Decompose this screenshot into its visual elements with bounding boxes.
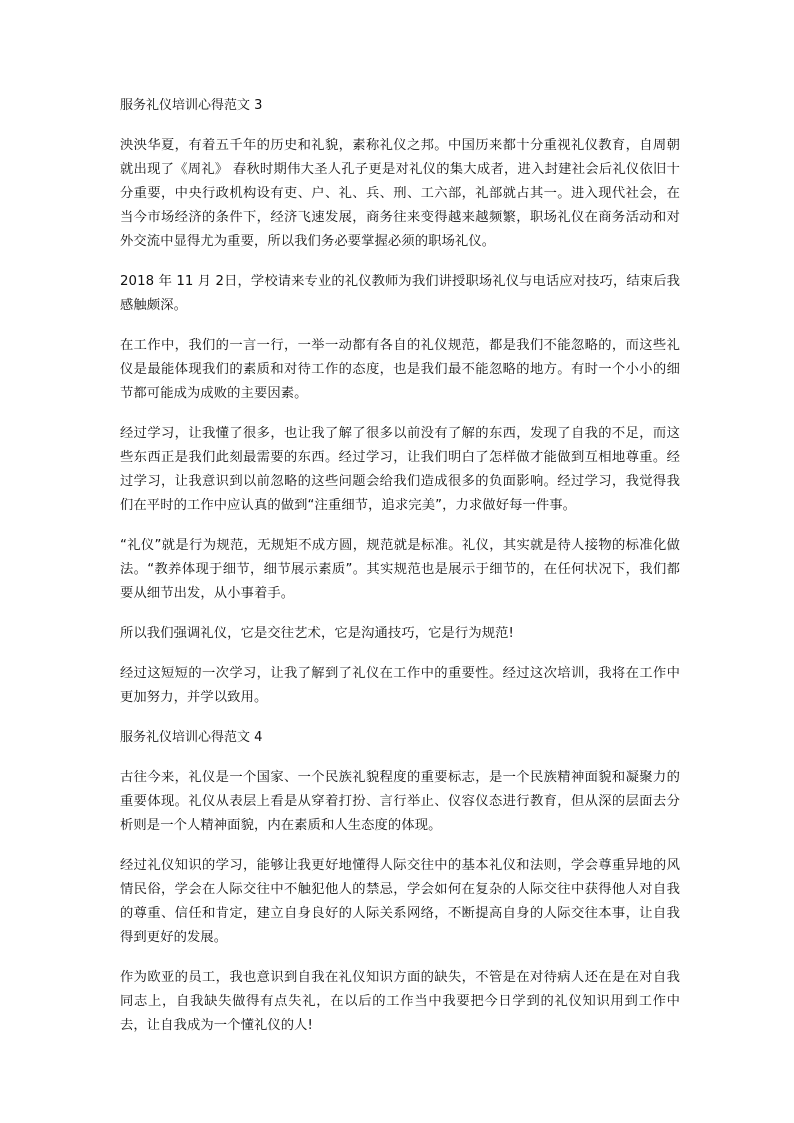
document-page bbox=[120, 94, 680, 1054]
section-3-paragraph-3: 在工作中，我们的一言一行，一举一动都有各自的礼仪规范，都是我们不能忽略的，而这些礼仪是最能体现我们的素质和对待工作的态度，也是我们最不能忽略的地方。有时一个小小的细节都可能成为成败的主要因素。 bbox=[120, 338, 680, 401]
section-4-paragraph-1: 古往今来，礼仪是一个国家、一个民族礼貌程度的重要标志，是一个民族精神面貌和凝聚力的重要体现。礼仪从表层上看是从穿着打扮、言行举止、仪容仪态进行教育，但从深的层面去分析则是一个人精神面貌，内在素质和人生态度的体现。 bbox=[120, 770, 680, 833]
section-3-paragraph-5: “礼仪”就是行为规范，无规矩不成方圆，规范就是标准。礼仪，其实就是待人接物的标准化做法。“教养体现于细节，细节展示素质”。其实规范也是展示于细节的，在任何状况下，我们都要从细节出发，从小事着手。 bbox=[120, 538, 680, 601]
section-3-paragraph-2: 2018 年 11 月 2日，学校请来专业的礼仪教师为我们讲授职场礼仪与电话应对技巧，结束后我感触颇深。 bbox=[120, 274, 680, 313]
section-4-paragraph-3: 作为欧亚的员工，我也意识到自我在礼仪知识方面的缺失，不管是在对待病人还在是在对自我同志上，自我缺失做得有点失礼，在以后的工作当中我要把今日学到的礼仪知识用到工作中去，让自我成为一个懂礼仪的人! bbox=[120, 970, 680, 1033]
section-3-paragraph-6: 所以我们强调礼仪，它是交往艺术，它是沟通技巧，它是行为规范! bbox=[120, 626, 514, 641]
section-3-paragraph-7: 经过这短短的一次学习，让我了解到了礼仪在工作中的重要性。经过这次培训，我将在工作中更加努力，并学以致用。 bbox=[120, 666, 680, 705]
section-3-title: 服务礼仪培训心得范文 3 bbox=[120, 98, 263, 113]
section-4-title: 服务礼仪培训心得范文 4 bbox=[120, 730, 263, 745]
section-3-paragraph-4: 经过学习，让我懂了很多，也让我了解了很多以前没有了解的东西，发现了自我的不足，而这些东西正是我们此刻最需要的东西。经过学习，让我们明白了怎样做才能做到互相地尊重。经过学习，让我意识到以前忽略的这些问题会给我们造成很多的负面影响。经过学习，我觉得我们在平时的工作中应认真的做到“注重细节，追求完美”，力求做好每一件事。 bbox=[120, 426, 680, 513]
section-4-paragraph-2: 经过礼仪知识的学习，能够让我更好地懂得人际交往中的基本礼仪和法则，学会尊重异地的风情民俗，学会在人际交往中不触犯他人的禁忌，学会如何在复杂的人际交往中获得他人对自我的尊重、信任和肯定，建立自身良好的人际关系网络，不断提高自身的人际交往本事，让自我得到更好的发展。 bbox=[120, 858, 680, 945]
section-3-paragraph-1: 泱泱华夏，有着五千年的历史和礼貌，素称礼仪之邦。中国历来都十分重视礼仪教育，自周朝就出现了《周礼》 春秋时期伟大圣人孔子更是对礼仪的集大成者，进入封建社会后礼仪依旧十分重要，中央行政机构设有吏、户、礼、兵、刑、工六部，礼部就占其一。进入现代社会，在当今市场经济的条件下，经济飞速发展，商务往来变得越来越频繁，职场礼仪在商务活动和对外交流中显得尤为重要，所以我们务必要掌握必须的职场礼仪。 bbox=[120, 138, 680, 249]
